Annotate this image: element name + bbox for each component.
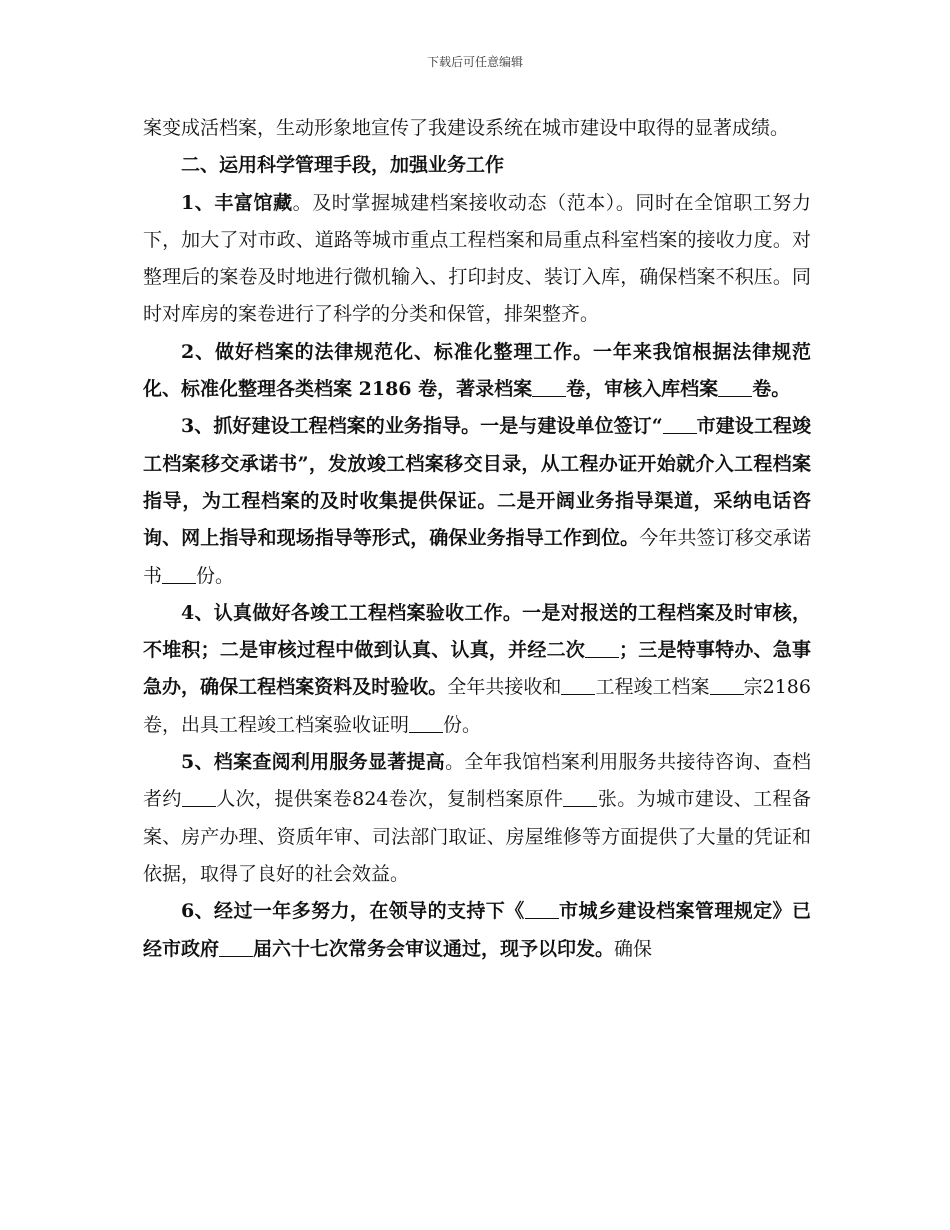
document-body	[143, 110, 811, 968]
fill-blank	[162, 565, 196, 583]
fill-blank	[532, 379, 566, 397]
paragraph-4-text: 全年共接收和	[447, 676, 562, 699]
section-heading	[143, 147, 811, 184]
paragraph-2	[143, 334, 811, 409]
archive-count: 2186	[358, 378, 412, 401]
paragraph-4-text: ；三是特事特办、急事急办，确保工程档案资料及时验收。	[143, 639, 811, 699]
paragraph-5	[143, 744, 811, 893]
fill-blank	[563, 789, 597, 807]
paragraph-1-text: 。及时掌握城建档案接收动态（范本）。同时在全馆职工努力下，加大了对市政、道路等城市重点工程档案和局重点科室档案的接收力度。对整理后的案卷及时地进行微机输入、打印封皮、装订入库，确保档案不积压。同时对库房的案卷进行了科学的分类和保管，排架整齐。	[143, 191, 811, 326]
paragraph-2-text: 卷。	[752, 378, 791, 401]
paragraph-6	[143, 893, 811, 968]
paragraph-4-text: 宗	[743, 676, 763, 699]
paragraph-5-lead: 5、档案查阅利用服务显著提高	[181, 751, 446, 774]
page-header: 下载后可任意编辑	[426, 55, 523, 69]
paragraph-2-text: 2、做好档案的法律规范化、标准化整理工作。一年来我馆根据法律规范化、标准化整理各类档案	[143, 340, 811, 401]
fill-blank	[561, 677, 595, 695]
paragraph-1-lead: 1、丰富馆藏	[181, 191, 293, 214]
paragraph-3-text: 份。	[196, 564, 235, 587]
archive-count: 2186	[762, 676, 811, 699]
paragraph-4	[143, 595, 811, 744]
paragraph-5-text: 卷次，复制档案原件	[388, 788, 564, 811]
paragraph-5-text: 。全年我馆档案利用服务共接待咨询、查档者约	[143, 751, 811, 811]
fill-blank	[219, 938, 253, 956]
paragraph-3-text: 3、抓好建设工程档案的业务指导。一是与建设单位签订“	[181, 415, 663, 438]
paragraph-4-text: 份。	[443, 713, 482, 736]
paragraph-3-text: 市建设工程竣工档案移交承诺书”，发放竣工档案移交目录，从工程办证开始就介入工程档案指导，为工程档案的及时收集提供保证。二是开阔业务指导渠道，采纳电话咨询、网上指导和现场指导等形式，确保业务指导工作到位。	[143, 415, 811, 550]
paragraph-2-text: 卷，著录档案	[418, 378, 533, 401]
paragraph-6-text: 6、经过一年多努力，在领导的支持下《	[181, 900, 525, 923]
fill-blank	[718, 379, 752, 397]
paragraph-3-text: 今年共签订移交承诺书	[143, 527, 811, 587]
paragraph-1	[143, 185, 811, 334]
volume-count: 824	[352, 788, 389, 811]
fill-blank	[585, 640, 619, 658]
paragraph-5-text: 张。为城市建设、工程备案、房产办理、资质年审、司法部门取证、房屋维修等方面提供了大量的凭证和依据，取得了良好的社会效益。	[143, 788, 811, 885]
paragraph-text: 案变成活档案，生动形象地宣传了我建设系统在城市建设中取得的显著成绩。	[143, 117, 790, 139]
paragraph-3	[143, 408, 811, 594]
fill-blank	[182, 789, 216, 807]
paragraph-6-text: 市城乡建设档案管理规定》已经市政府	[143, 900, 811, 960]
paragraph-5-text: 人次，提供案卷	[215, 788, 353, 811]
paragraph-6-text: 确保	[614, 937, 653, 960]
fill-blank	[663, 416, 697, 434]
fill-blank	[409, 715, 443, 733]
paragraph-2-text: 卷，审核入库档案	[566, 378, 719, 401]
fill-blank	[710, 677, 744, 695]
section-heading-text: 二、运用科学管理手段，加强业务工作	[181, 154, 505, 177]
paragraph-4-text: 工程竣工档案	[595, 676, 710, 699]
paragraph-6-text: 届六十七次常务会审议通过，现予以印发。	[253, 937, 615, 960]
fill-blank	[525, 901, 559, 919]
paragraph-continuation	[143, 110, 811, 147]
paragraph-4-text: 4、认真做好各竣工工程档案验收工作。一是对报送的工程档案及时审核，不堆积；二是审核过程中做到认真、认真，并经二次	[143, 601, 811, 662]
paragraph-4-text: 卷，出具工程竣工档案验收证明	[143, 713, 410, 736]
